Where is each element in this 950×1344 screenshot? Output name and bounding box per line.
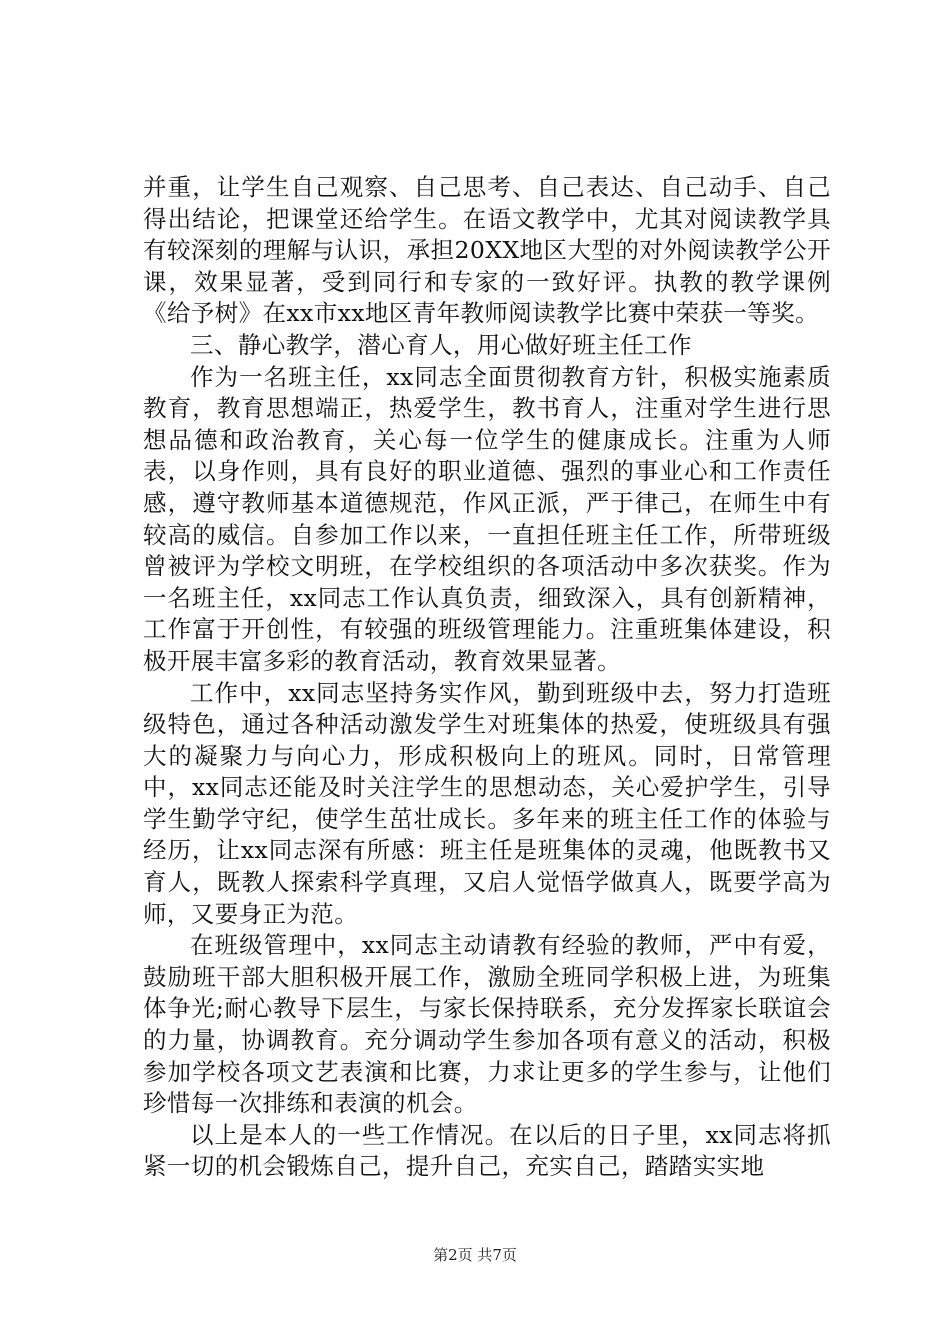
paragraph-3: 工作中，xx同志坚持务实作风，勤到班级中去，努力打造班级特色，通过各种活动激发学生对班集体的热爱，使班级具有强大的凝聚力与向心力，形成积极向上的班风。同时，日常管理中，xx同志还能及时关注学生的思想动态，关心爱护学生，引导学生勤学守纪，使学生茁壮成长。多年来的班主任工作的体验与经历，让xx同志深有所感：班主任是班集体的灵魂，他既教书又育人，既教人探索科学真理，又启人觉悟学做真人，既要学高为师，又要身正为范。 <box>143 678 831 928</box>
paragraph-4: 在班级管理中，xx同志主动请教有经验的教师，严中有爱，鼓励班干部大胆积极开展工作，激励全班同学积极上进，为班集体争光;耐心教导下层生，与家长保持联系，充分发挥家长联谊会的力量，协调教育。充分调动学生参加各项有意义的活动，积极参加学校各项文艺表演和比赛，力求让更多的学生参与，让他们珍惜每一次排练和表演的机会。 <box>143 931 831 1118</box>
page-footer <box>0 1245 950 1265</box>
document-body <box>143 172 831 1183</box>
paragraph-2: 作为一名班主任，xx同志全面贯彻教育方针，积极实施素质教育，教育思想端正，热爱学生，教书育人，注重对学生进行思想品德和政治教育，关心每一位学生的健康成长。注重为人师表，以身作则，具有良好的职业道德、强烈的事业心和工作责任感，遵守教师基本道德规范，作风正派，严于律己，在师生中有较高的威信。自参加工作以来，一直担任班主任工作，所带班级曾被评为学校文明班，在学校组织的各项活动中多次获奖。作为一名班主任，xx同志工作认真负责，细致深入，具有创新精神，工作富于开创性，有较强的班级管理能力。注重班集体建设，积极开展丰富多彩的教育活动，教育效果显著。 <box>143 362 831 675</box>
paragraph-5: 以上是本人的一些工作情况。在以后的日子里，xx同志将抓紧一切的机会锻炼自己，提升自己，充实自己，踏踏实实地 <box>143 1120 831 1181</box>
page-number: 第2页 共7页 <box>433 1246 517 1264</box>
section-heading: 三、静心教学，潜心育人，用心做好班主任工作 <box>190 330 692 359</box>
paragraph-1: 并重，让学生自己观察、自己思考、自己表达、自己动手、自己得出结论，把课堂还给学生。在语文教学中，尤其对阅读教学具有较深刻的理解与认识，承担20XX地区大型的对外阅读教学公开课，效果显著，受到同行和专家的一致好评。执教的教学课例《给予树》在xx市xx地区青年教师阅读教学比赛中荣获一等奖。 <box>143 173 831 328</box>
